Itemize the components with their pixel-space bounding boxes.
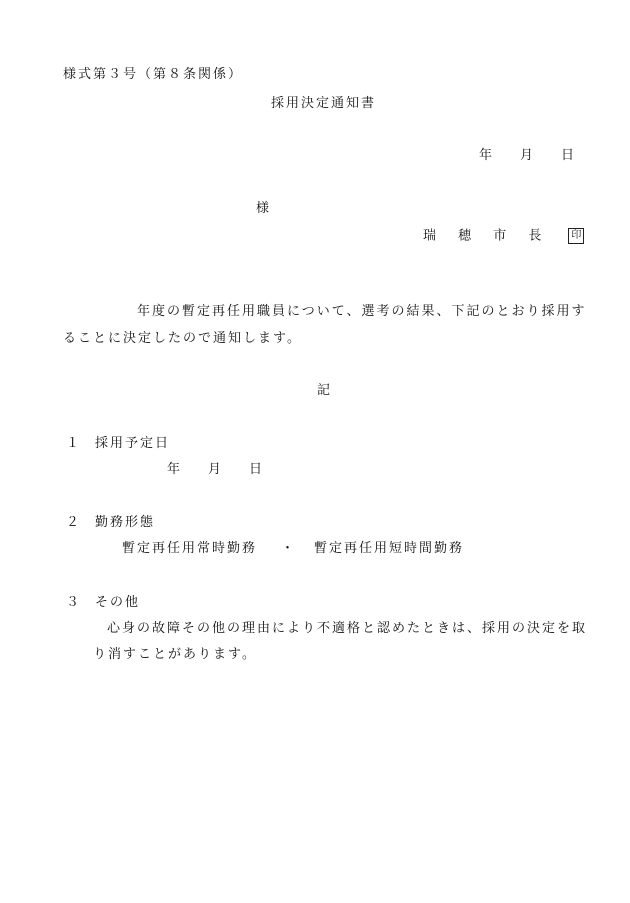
body-text-line1: 年度の暫定再任用職員について、選考の結果、下記のとおり採用す	[137, 304, 587, 319]
issuer	[423, 228, 584, 244]
date-year: 年	[479, 148, 493, 163]
issuer-name: 瑞 穂 市 長	[423, 228, 551, 244]
item-1-month: 月	[208, 462, 222, 477]
item-1-number: １	[66, 436, 82, 451]
form-label: 様式第３号（第８条関係）	[63, 67, 244, 82]
item-2-heading	[66, 516, 155, 529]
item-1-day: 日	[249, 462, 263, 477]
document-title: 採用決定通知書	[271, 96, 377, 111]
item-3-label: その他	[95, 595, 141, 610]
item-1-year: 年	[167, 462, 181, 477]
seal-stamp: 印	[568, 228, 584, 244]
date-month: 月	[520, 148, 534, 163]
item-2-number: ２	[66, 515, 82, 530]
item-3-number: ３	[66, 595, 82, 610]
item-2-label: 勤務形態	[95, 515, 156, 530]
employment-option-fulltime: 暫定再任用常時勤務	[122, 541, 258, 556]
item-1-label: 採用予定日	[95, 436, 171, 451]
body-text-line2: ることに決定したので通知します。	[63, 331, 302, 346]
issue-date	[479, 149, 574, 162]
recipient-suffix: 様	[256, 201, 270, 216]
employment-option-parttime: 暫定再任用短時間勤務	[314, 541, 465, 556]
item-3-text-line2: り消すことがあります。	[93, 647, 257, 662]
item-2-options	[122, 542, 464, 555]
item-1-heading	[66, 437, 170, 450]
item-1-date	[167, 463, 262, 476]
item-3-text-line1: 心身の故障その他の理由により不適格と認めたときは、採用の決定を取	[107, 621, 588, 636]
item-3-heading	[66, 596, 140, 609]
date-day: 日	[561, 148, 575, 163]
option-separator: ・	[281, 541, 297, 556]
record-heading: 記	[317, 383, 331, 398]
